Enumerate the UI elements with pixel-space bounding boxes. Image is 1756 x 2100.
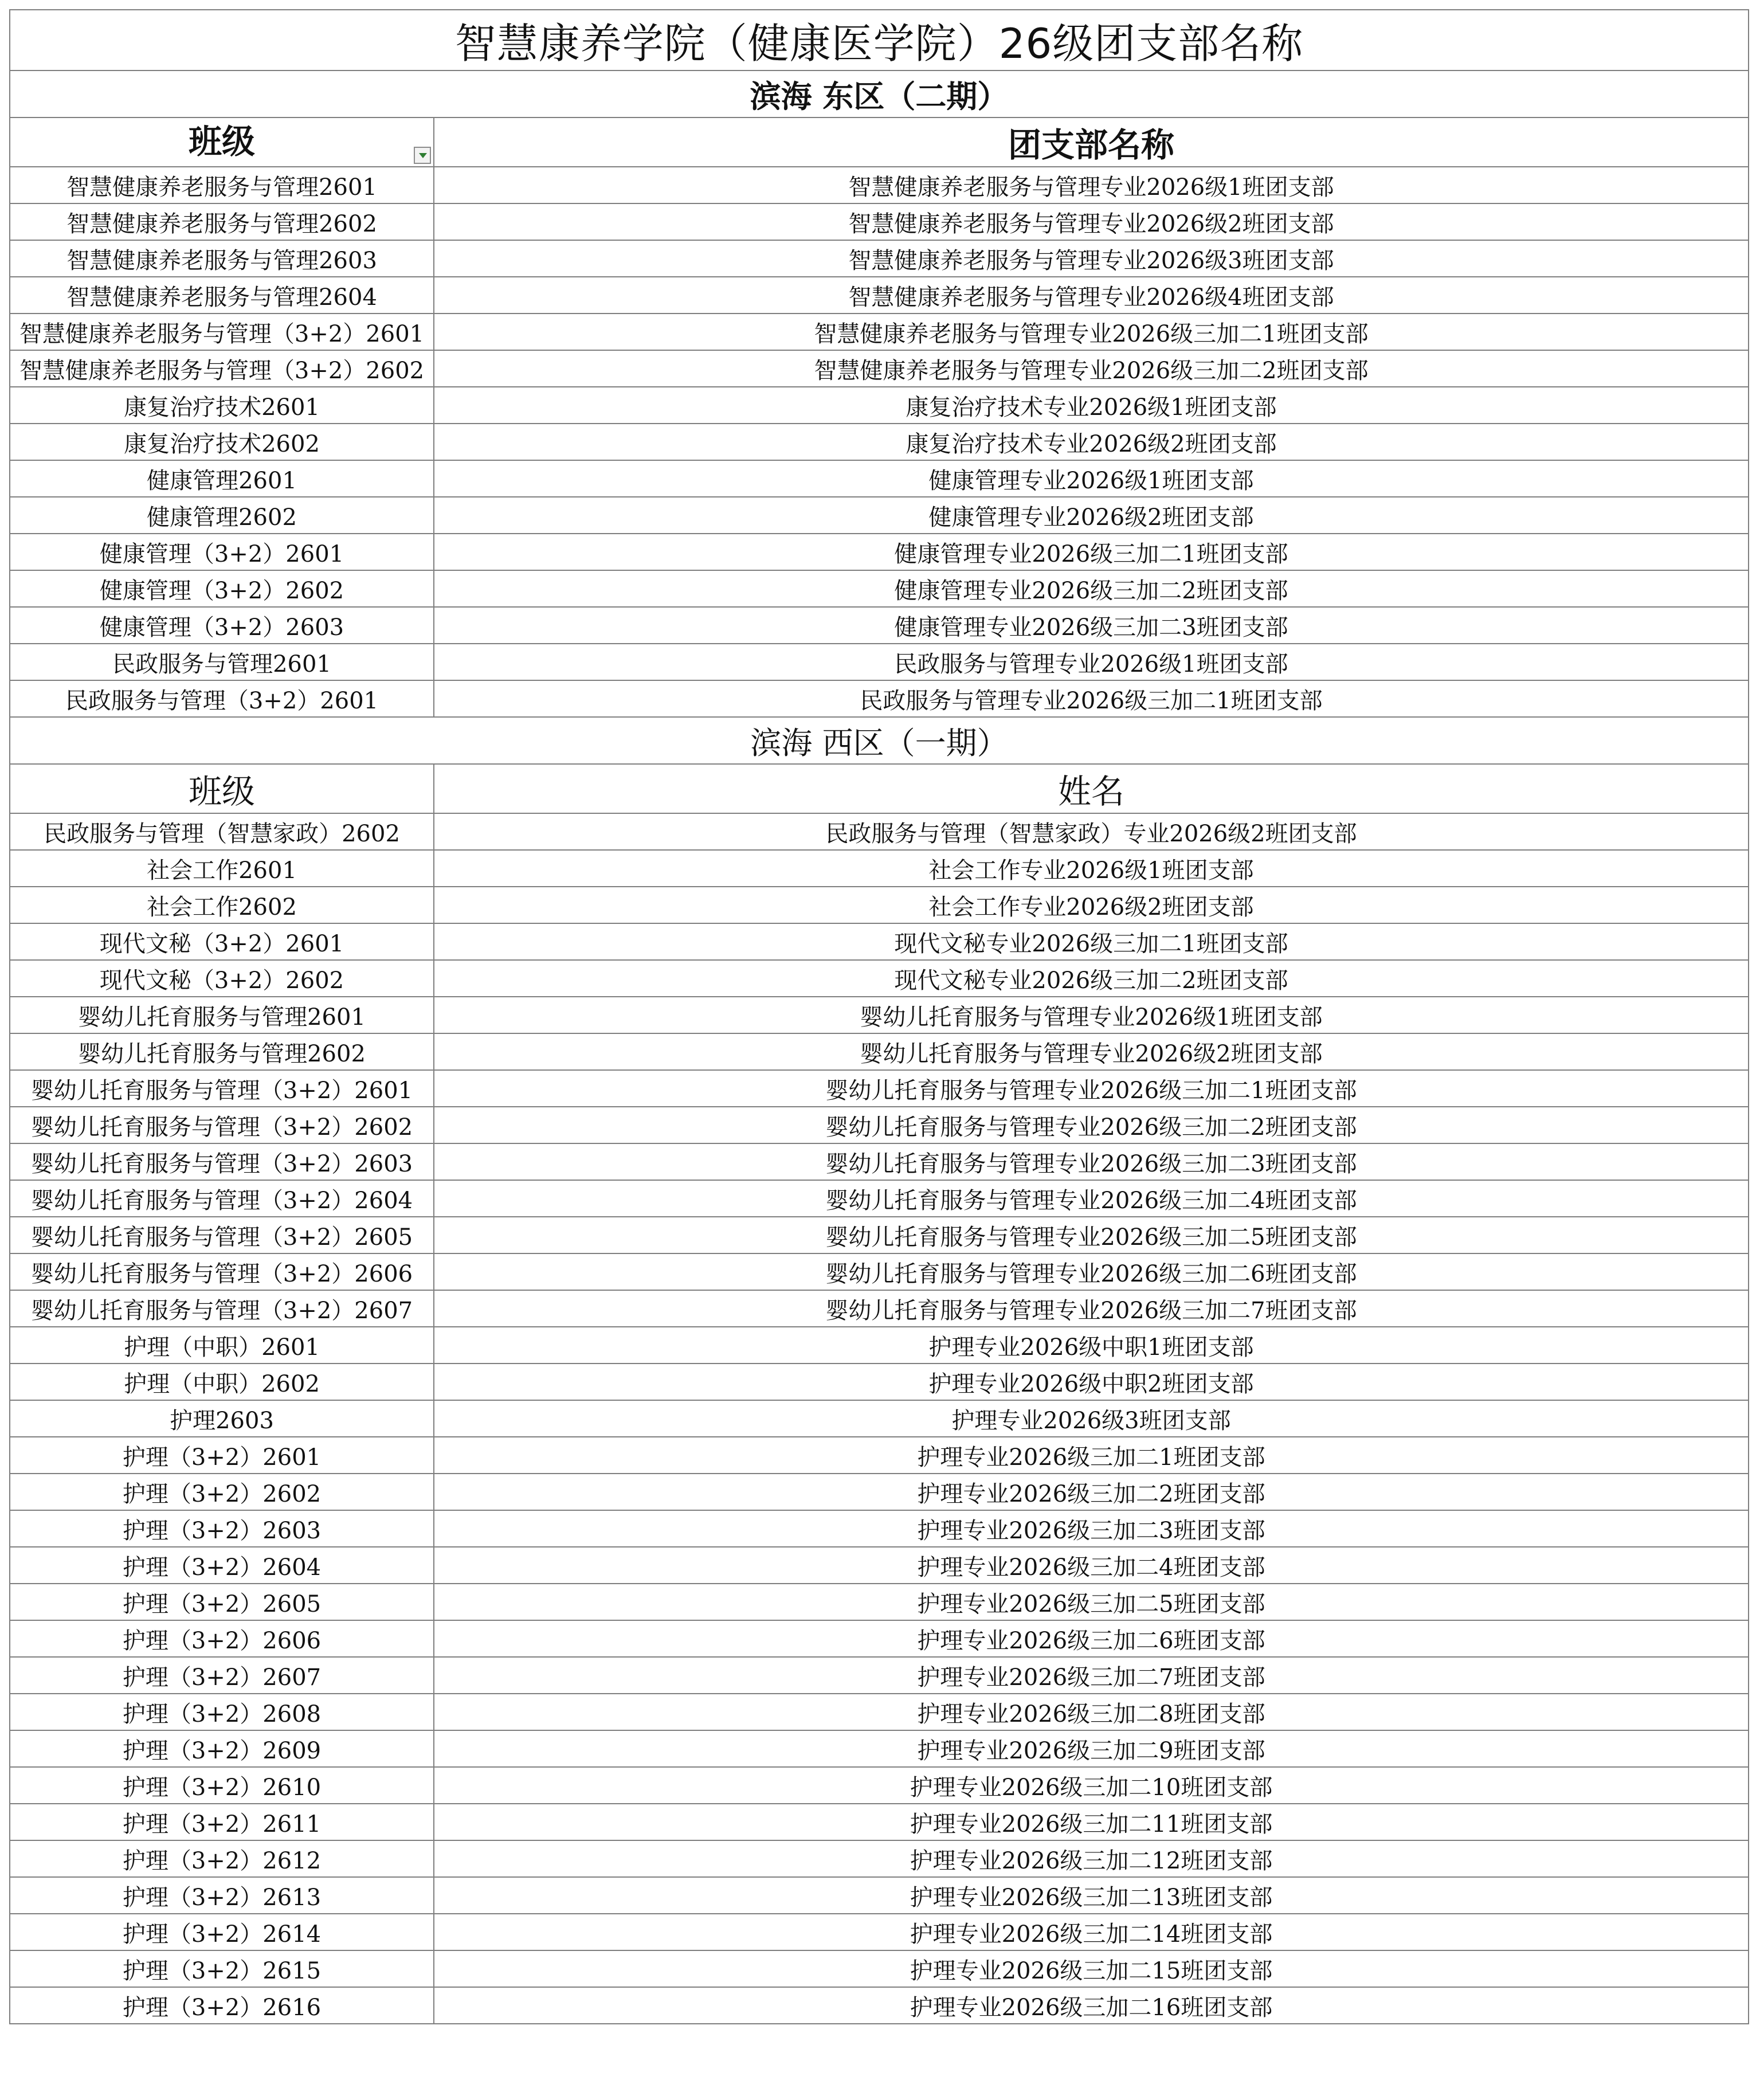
west-section-row [10,717,1749,764]
filter-dropdown-icon[interactable] [414,147,431,164]
table-row [10,1584,1749,1620]
class-cell[interactable]: 护理（3+2）2614 [10,1914,434,1950]
branch-table [9,9,1749,2024]
table-row [10,1474,1749,1510]
branch-name-cell[interactable]: 护理专业2026级三加二15班团支部 [434,1950,1749,1987]
branch-name-cell[interactable]: 婴幼儿托育服务与管理专业2026级三加二3班团支部 [434,1143,1749,1180]
table-row [10,1657,1749,1694]
branch-name-cell[interactable]: 智慧健康养老服务与管理专业2026级4班团支部 [434,277,1749,314]
class-cell[interactable]: 护理（3+2）2604 [10,1547,434,1584]
branch-name-cell[interactable]: 护理专业2026级三加二3班团支部 [434,1510,1749,1547]
branch-name-cell[interactable]: 智慧健康养老服务与管理专业2026级1班团支部 [434,167,1749,203]
table-row [10,1510,1749,1547]
class-cell[interactable]: 健康管理2602 [10,497,434,534]
table-row [10,850,1749,887]
table-row [10,1107,1749,1143]
branch-name-cell[interactable]: 社会工作专业2026级1班团支部 [434,850,1749,887]
branch-name-cell[interactable]: 健康管理专业2026级1班团支部 [434,460,1749,497]
branch-name-cell[interactable]: 护理专业2026级三加二14班团支部 [434,1914,1749,1950]
table-row [10,203,1749,240]
class-cell[interactable]: 婴幼儿托育服务与管理（3+2）2605 [10,1217,434,1253]
class-cell[interactable]: 护理2603 [10,1400,434,1437]
branch-name-cell[interactable]: 健康管理专业2026级2班团支部 [434,497,1749,534]
east-header-branch[interactable]: 团支部名称 [434,117,1749,167]
class-cell[interactable]: 婴幼儿托育服务与管理2601 [10,997,434,1033]
class-cell[interactable]: 护理（3+2）2606 [10,1620,434,1657]
table-row [10,887,1749,923]
branch-name-cell[interactable]: 护理专业2026级三加二5班团支部 [434,1584,1749,1620]
branch-name-cell[interactable]: 护理专业2026级三加二9班团支部 [434,1730,1749,1767]
class-cell[interactable]: 康复治疗技术2602 [10,424,434,460]
branch-name-cell[interactable]: 护理专业2026级3班团支部 [434,1400,1749,1437]
branch-name-cell[interactable]: 婴幼儿托育服务与管理专业2026级三加二5班团支部 [434,1217,1749,1253]
class-cell[interactable]: 民政服务与管理2601 [10,644,434,680]
class-cell[interactable]: 现代文秘（3+2）2602 [10,960,434,997]
branch-name-cell[interactable]: 护理专业2026级三加二10班团支部 [434,1767,1749,1804]
class-cell[interactable]: 婴幼儿托育服务与管理（3+2）2606 [10,1253,434,1290]
table-row [10,1914,1749,1950]
title-row [10,10,1749,70]
table-row [10,813,1749,850]
class-cell[interactable]: 婴幼儿托育服务与管理（3+2）2604 [10,1180,434,1217]
table-row [10,1400,1749,1437]
branch-name-cell[interactable]: 婴幼儿托育服务与管理专业2026级1班团支部 [434,997,1749,1033]
branch-name-cell[interactable]: 现代文秘专业2026级三加二1班团支部 [434,923,1749,960]
table-row [10,1327,1749,1364]
table-row [10,1620,1749,1657]
class-cell[interactable]: 婴幼儿托育服务与管理2602 [10,1033,434,1070]
east-header-class-cell[interactable] [10,117,434,167]
east-header-row [10,117,1749,167]
table-row [10,680,1749,717]
branch-name-cell[interactable]: 社会工作专业2026级2班团支部 [434,887,1749,923]
class-cell[interactable]: 护理（3+2）2609 [10,1730,434,1767]
table-row [10,1767,1749,1804]
branch-name-cell[interactable]: 护理专业2026级三加二12班团支部 [434,1840,1749,1877]
table-row [10,1143,1749,1180]
branch-name-cell[interactable]: 护理专业2026级中职2班团支部 [434,1364,1749,1400]
table-row [10,534,1749,570]
west-section-title[interactable]: 滨海 西区（一期） [10,717,1749,764]
table-row [10,1730,1749,1767]
class-cell[interactable]: 健康管理（3+2）2601 [10,534,434,570]
table-row [10,460,1749,497]
table-row [10,167,1749,203]
east-header-class: 班级 [188,122,255,161]
table-row [10,350,1749,387]
table-row [10,387,1749,424]
table-row [10,1290,1749,1327]
branch-name-cell[interactable]: 健康管理专业2026级三加二3班团支部 [434,607,1749,644]
class-cell[interactable]: 智慧健康养老服务与管理（3+2）2602 [10,350,434,387]
east-section-title[interactable]: 滨海 东区（二期） [10,70,1749,117]
branch-name-cell[interactable]: 康复治疗技术专业2026级1班团支部 [434,387,1749,424]
class-cell[interactable]: 社会工作2601 [10,850,434,887]
table-row [10,1950,1749,1987]
table-row [10,1253,1749,1290]
class-cell[interactable]: 婴幼儿托育服务与管理（3+2）2601 [10,1070,434,1107]
class-cell[interactable]: 护理（3+2）2605 [10,1584,434,1620]
west-header-row [10,764,1749,813]
branch-name-cell[interactable]: 护理专业2026级三加二16班团支部 [434,1987,1749,2024]
branch-name-cell[interactable]: 护理专业2026级三加二6班团支部 [434,1620,1749,1657]
table-row [10,1877,1749,1914]
branch-name-cell[interactable]: 智慧健康养老服务与管理专业2026级三加二2班团支部 [434,350,1749,387]
class-cell[interactable]: 康复治疗技术2601 [10,387,434,424]
class-cell[interactable]: 健康管理（3+2）2602 [10,570,434,607]
branch-name-cell[interactable]: 婴幼儿托育服务与管理专业2026级三加二6班团支部 [434,1253,1749,1290]
branch-name-cell[interactable]: 民政服务与管理专业2026级1班团支部 [434,644,1749,680]
branch-name-cell[interactable]: 智慧健康养老服务与管理专业2026级2班团支部 [434,203,1749,240]
branch-name-cell[interactable]: 护理专业2026级中职1班团支部 [434,1327,1749,1364]
class-cell[interactable]: 护理（3+2）2607 [10,1657,434,1694]
branch-name-cell[interactable]: 护理专业2026级三加二8班团支部 [434,1694,1749,1730]
table-row [10,240,1749,277]
class-cell[interactable]: 婴幼儿托育服务与管理（3+2）2603 [10,1143,434,1180]
branch-name-cell[interactable]: 护理专业2026级三加二11班团支部 [434,1804,1749,1840]
table-row [10,607,1749,644]
table-row [10,1217,1749,1253]
table-row [10,497,1749,534]
class-cell[interactable]: 护理（3+2）2613 [10,1877,434,1914]
branch-name-cell[interactable]: 护理专业2026级三加二1班团支部 [434,1437,1749,1474]
west-header-name[interactable]: 姓名 [434,764,1749,813]
table-row [10,1840,1749,1877]
class-cell[interactable]: 护理（3+2）2611 [10,1804,434,1840]
class-cell[interactable]: 护理（3+2）2610 [10,1767,434,1804]
branch-name-cell[interactable]: 护理专业2026级三加二2班团支部 [434,1474,1749,1510]
table-row [10,1180,1749,1217]
class-cell[interactable]: 健康管理（3+2）2603 [10,607,434,644]
table-row [10,1804,1749,1840]
class-cell[interactable]: 婴幼儿托育服务与管理（3+2）2602 [10,1107,434,1143]
table-row [10,1547,1749,1584]
branch-name-cell[interactable]: 婴幼儿托育服务与管理专业2026级三加二1班团支部 [434,1070,1749,1107]
page-title[interactable]: 智慧康养学院（健康医学院）26级团支部名称 [10,10,1749,70]
class-cell[interactable]: 现代文秘（3+2）2601 [10,923,434,960]
class-cell[interactable]: 护理（3+2）2616 [10,1987,434,2024]
branch-name-cell[interactable]: 智慧健康养老服务与管理专业2026级三加二1班团支部 [434,314,1749,350]
class-cell[interactable]: 护理（中职）2601 [10,1327,434,1364]
branch-name-cell[interactable]: 婴幼儿托育服务与管理专业2026级三加二4班团支部 [434,1180,1749,1217]
branch-name-cell[interactable]: 健康管理专业2026级三加二2班团支部 [434,570,1749,607]
branch-name-cell[interactable]: 护理专业2026级三加二7班团支部 [434,1657,1749,1694]
branch-name-cell[interactable]: 民政服务与管理（智慧家政）专业2026级2班团支部 [434,813,1749,850]
class-cell[interactable]: 婴幼儿托育服务与管理（3+2）2607 [10,1290,434,1327]
branch-name-cell[interactable]: 康复治疗技术专业2026级2班团支部 [434,424,1749,460]
table-row [10,1694,1749,1730]
table-row [10,923,1749,960]
class-cell[interactable]: 智慧健康养老服务与管理2601 [10,167,434,203]
class-cell[interactable]: 护理（3+2）2603 [10,1510,434,1547]
class-cell[interactable]: 智慧健康养老服务与管理2602 [10,203,434,240]
table-row [10,277,1749,314]
class-cell[interactable]: 护理（3+2）2615 [10,1950,434,1987]
branch-name-cell[interactable]: 健康管理专业2026级三加二1班团支部 [434,534,1749,570]
branch-name-cell[interactable]: 婴幼儿托育服务与管理专业2026级三加二7班团支部 [434,1290,1749,1327]
table-row [10,1364,1749,1400]
class-cell[interactable]: 民政服务与管理（3+2）2601 [10,680,434,717]
branch-name-cell[interactable]: 护理专业2026级三加二13班团支部 [434,1877,1749,1914]
branch-name-cell[interactable]: 民政服务与管理专业2026级三加二1班团支部 [434,680,1749,717]
table-row [10,314,1749,350]
table-row [10,644,1749,680]
table-row [10,570,1749,607]
branch-name-cell[interactable]: 智慧健康养老服务与管理专业2026级3班团支部 [434,240,1749,277]
class-cell[interactable]: 护理（3+2）2602 [10,1474,434,1510]
class-cell[interactable]: 社会工作2602 [10,887,434,923]
branch-name-cell[interactable]: 婴幼儿托育服务与管理专业2026级三加二2班团支部 [434,1107,1749,1143]
class-cell[interactable]: 智慧健康养老服务与管理2603 [10,240,434,277]
table-row [10,1070,1749,1107]
class-cell[interactable]: 智慧健康养老服务与管理（3+2）2601 [10,314,434,350]
class-cell[interactable]: 民政服务与管理（智慧家政）2602 [10,813,434,850]
class-cell[interactable]: 护理（中职）2602 [10,1364,434,1400]
west-header-class[interactable]: 班级 [10,764,434,813]
class-cell[interactable]: 护理（3+2）2612 [10,1840,434,1877]
table-row [10,1437,1749,1474]
class-cell[interactable]: 护理（3+2）2608 [10,1694,434,1730]
branch-name-cell[interactable]: 现代文秘专业2026级三加二2班团支部 [434,960,1749,997]
class-cell[interactable]: 智慧健康养老服务与管理2604 [10,277,434,314]
class-cell[interactable]: 健康管理2601 [10,460,434,497]
table-row [10,1987,1749,2024]
branch-name-cell[interactable]: 婴幼儿托育服务与管理专业2026级2班团支部 [434,1033,1749,1070]
branch-name-cell[interactable]: 护理专业2026级三加二4班团支部 [434,1547,1749,1584]
table-row [10,997,1749,1033]
east-section-row [10,70,1749,117]
table-row [10,960,1749,997]
table-row [10,1033,1749,1070]
class-cell[interactable]: 护理（3+2）2601 [10,1437,434,1474]
spreadsheet [9,9,1748,2024]
table-row [10,424,1749,460]
